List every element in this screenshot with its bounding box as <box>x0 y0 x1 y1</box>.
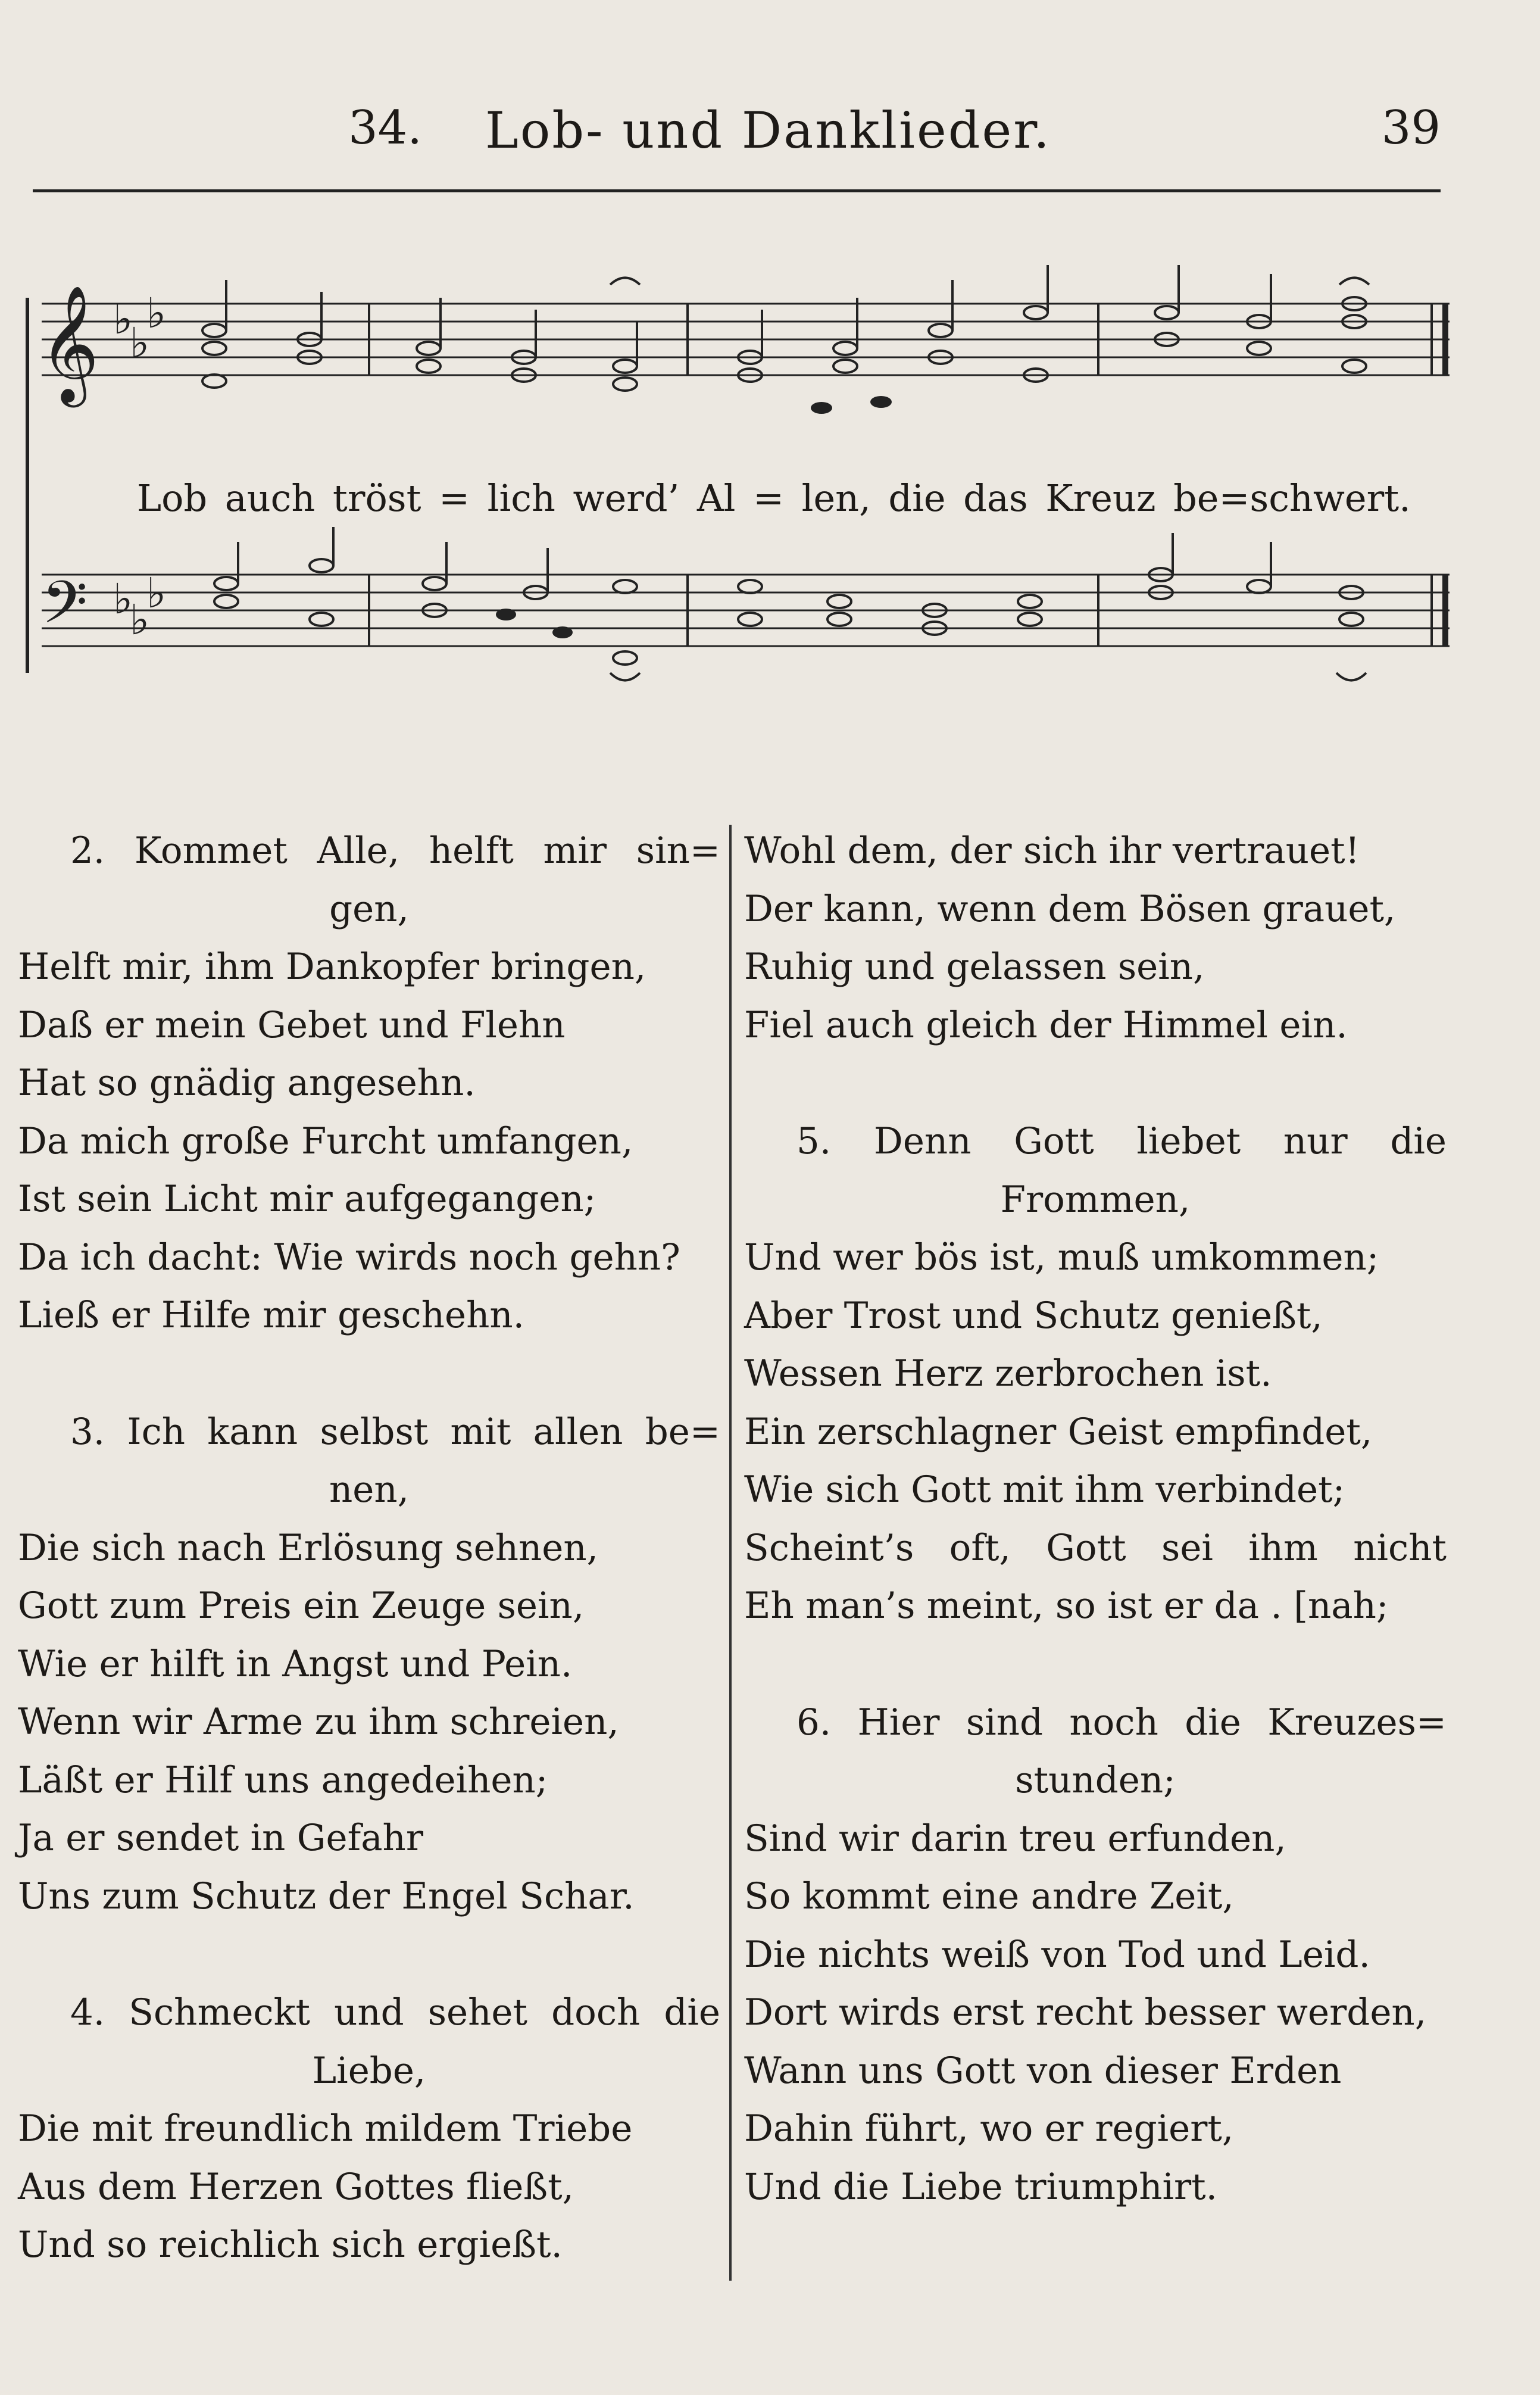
verse-line: Ist sein Licht mir aufgegangen; <box>18 1178 596 1220</box>
verse-line: Da mich große Furcht umfangen, <box>18 1119 633 1162</box>
verse-line: 5. Denn Gott liebet nur die <box>796 1120 1447 1162</box>
stanza-5 <box>744 1112 1447 1635</box>
svg-text:♭: ♭ <box>113 575 133 623</box>
section-number: 34. <box>348 101 423 155</box>
verse-line: Wie sich Gott mit ihm verbindet; <box>744 1468 1345 1511</box>
verse-line: Liebe, <box>312 2049 426 2092</box>
bass-filled-notes <box>496 609 573 638</box>
svg-text:♭: ♭ <box>130 595 150 644</box>
verse-line: Die mit freundlich mildem Triebe <box>18 2107 633 2150</box>
verse-line: stunden; <box>1015 1759 1176 1801</box>
right-column <box>744 822 1447 2274</box>
bass-staff <box>42 575 1450 646</box>
verse-line: 3. Ich kann selbst mit allen be= <box>70 1410 720 1453</box>
treble-notes <box>202 265 1369 391</box>
lyric-syllable: = <box>753 476 785 520</box>
svg-text:♭: ♭ <box>146 289 167 338</box>
verse-line: Und die Liebe triumphirt. <box>744 2165 1218 2208</box>
verse-line: Wann uns Gott von dieser Erden <box>744 2049 1342 2092</box>
header-rule <box>33 189 1441 192</box>
bass-clef-icon: 𝄢 <box>42 569 88 651</box>
svg-text:♭: ♭ <box>146 569 167 618</box>
lyric-syllable: be=schwert. <box>1173 476 1411 520</box>
key-signature <box>113 289 166 644</box>
verse-line: Fiel auch gleich der Himmel ein. <box>744 1003 1348 1046</box>
music-lyrics <box>137 476 1411 520</box>
page-number: 39 <box>1381 101 1441 155</box>
verse-line: Uns zum Schutz der Engel Schar. <box>18 1875 635 1917</box>
verse-line: Da ich dacht: Wie wirds noch gehn? <box>18 1236 680 1278</box>
verse-line: Aus dem Herzen Gottes fließt, <box>18 2165 574 2208</box>
verse-line: Wessen Herz zerbrochen ist. <box>744 1352 1272 1395</box>
svg-text:♭: ♭ <box>130 319 150 367</box>
lyric-syllable: das <box>963 476 1028 520</box>
verse-line: 6. Hier sind noch die Kreuzes= <box>796 1701 1447 1744</box>
verse-line: Ruhig und gelassen sein, <box>744 946 1205 988</box>
lyric-syllable: werd’ <box>573 476 680 520</box>
verse-line: Dort wirds erst recht besser werden, <box>744 1991 1427 2034</box>
left-column <box>18 822 720 2332</box>
lyric-syllable: Kreuz <box>1045 476 1156 520</box>
verse-line: Dahin führt, wo er regiert, <box>744 2107 1234 2150</box>
treble-filled-notes <box>811 396 892 414</box>
lyric-syllable: auch <box>224 476 316 520</box>
page-header <box>33 101 1441 173</box>
stanza-6 <box>744 1694 1447 2216</box>
verse-line: Frommen, <box>1000 1178 1191 1221</box>
verse-line: Der kann, wenn dem Bösen grauet, <box>744 887 1396 930</box>
verse-line: Helft mir, ihm Dankopfer bringen, <box>18 946 646 988</box>
verse-line: Scheint’s oft, Gott sei ihm nicht <box>744 1526 1447 1569</box>
verse-line: Aber Trost und Schutz genießt, <box>744 1294 1323 1337</box>
lyric-syllable: tröst <box>332 476 421 520</box>
svg-text:♭: ♭ <box>113 295 133 344</box>
lyric-syllable: Al <box>696 476 736 520</box>
stanza-4-continued <box>744 822 1447 1054</box>
verse-line: Ließ er Hilfe mir geschehn. <box>18 1294 525 1336</box>
verse-line: Wie er hilft in Angst und Pein. <box>18 1642 573 1685</box>
verse-line: Die nichts weiß von Tod und Leid. <box>744 1933 1370 1976</box>
stanza-3 <box>18 1403 720 1926</box>
verse-line: Ja er sendet in Gefahr <box>18 1817 424 1859</box>
verse-line: Eh man’s meint, so ist er da . [nah; <box>744 1585 1389 1627</box>
verse-line: Wohl dem, der sich ihr vertrauet! <box>744 829 1360 872</box>
verse-line: Läßt er Hilf uns angedeihen; <box>18 1758 548 1801</box>
lyric-syllable: lich <box>487 476 555 520</box>
column-divider <box>729 825 732 2281</box>
verse-line: Hat so gnädig angesehn. <box>18 1062 476 1104</box>
lyric-syllable: len, <box>801 476 871 520</box>
lyric-syllable: die <box>888 476 946 520</box>
verse-line: gen, <box>329 887 409 930</box>
verse-line: Daß er mein Gebet und Flehn <box>18 1003 566 1046</box>
lyric-syllable: Lob <box>137 476 208 520</box>
verse-line: Wenn wir Arme zu ihm schreien, <box>18 1701 619 1743</box>
page-title: Lob- und Danklieder. <box>485 101 1051 160</box>
bass-notes <box>214 527 1366 681</box>
treble-clef-icon: 𝄞 <box>39 285 99 403</box>
verse-line: nen, <box>329 1468 410 1511</box>
verse-line: Und so reichlich sich ergießt. <box>18 2224 563 2266</box>
verse-line: Sind wir darin treu erfunden, <box>744 1817 1286 1860</box>
verse-line: 2. Kommet Alle, helft mir sin= <box>70 829 720 872</box>
stanza-4 <box>18 1984 720 2274</box>
verse-line: Die sich nach Erlösung sehnen, <box>18 1526 599 1569</box>
lyric-syllable: = <box>439 476 470 520</box>
stanza-2 <box>18 822 720 1345</box>
verse-line: Ein zerschlagner Geist empfindet, <box>744 1410 1373 1453</box>
verse-line: Und wer bös ist, muß umkommen; <box>744 1236 1379 1278</box>
verse-line: Gott zum Preis ein Zeuge sein, <box>18 1585 585 1627</box>
verse-line: So kommt eine andre Zeit, <box>744 1875 1234 1917</box>
verse-line: 4. Schmeckt und sehet doch die <box>70 1991 720 2034</box>
